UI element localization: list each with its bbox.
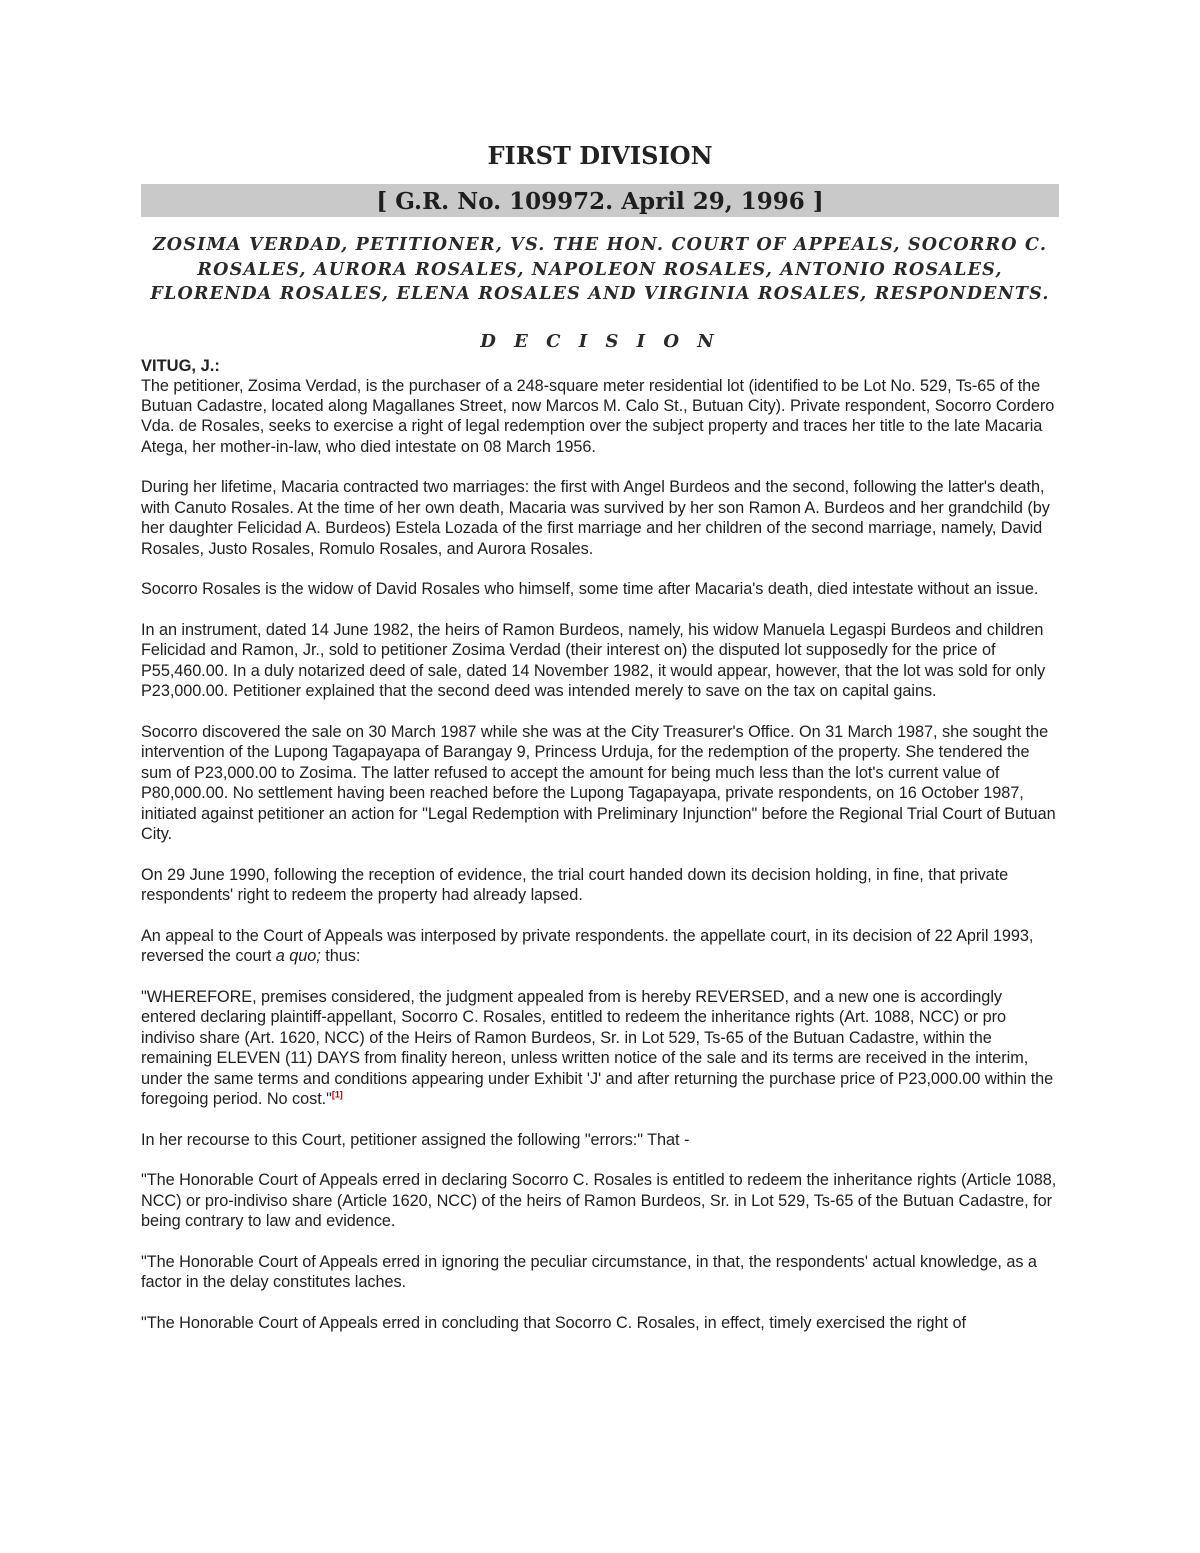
paragraph: The petitioner, Zosima Verdad, is the purchaser of a 248-square meter residential lot (identified to be Lot No. 529, Ts-65 of the Butuan Cadastre, located along Magallanes Street, now Marcos M. Calo St., Butuan City). Private respondent, Socorro Cordero Vda. de Rosales, seeks to exercise a right of legal redemption over the subject property and traces her title to the late Macaria Atega, her mother-in-law, who died intestate on 08 March 1956. [141,376,1055,456]
paragraph-text: thus: [320,947,361,966]
document-page [141,140,1059,1354]
case-number-banner: [ G.R. No. 109972. April 29, 1996 ] [141,184,1059,217]
assigned-error: "The Honorable Court of Appeals erred in concluding that Socorro C. Rosales, in effect, timely exercised the right of [141,1313,966,1332]
paragraph: During her lifetime, Macaria contracted two marriages: the first with Angel Burdeos and the second, following the latter's death, with Canuto Rosales. At the time of her own death, Macaria was survived by her son Ramon A. Burdeos and her grandchild (by her daughter Felicidad A. Burdeos) Estela Lozada of the first marriage and her children of the second marriage, namely, David Rosales, Justo Rosales, Romulo Rosales, and Aurora Rosales. [141,478,1050,558]
paragraph [141,926,1059,967]
ponente-label: VITUG, J.: [141,356,220,375]
paragraph: In her recourse to this Court, petitioner assigned the following "errors:" That - [141,1130,690,1149]
quoted-dispositive [141,987,1059,1109]
paragraph: In an instrument, dated 14 June 1982, the heirs of Ramon Burdeos, namely, his widow Manuela Legaspi Burdeos and children Felicidad and Ramon, Jr., sold to petitioner Zosima Verdad (their interest on) the disputed lot supposedly for the price of P55,460.00. In a duly notarized deed of sale, dated 14 November 1982, it would appear, however, that the lot was sold for only P23,000.00. Petitioner explained that the second deed was intended merely to save on the tax on capital gains. [141,621,1046,701]
case-parties: ZOSIMA VERDAD, PETITIONER, VS. THE HON. COURT OF APPEALS, SOCORRO C. ROSALES, AURORA ROSALES, NAPOLEON ROSALES, ANTONIO ROSALES, FLORENDA ROSALES, ELENA ROSALES AND VIRGINIA ROSALES, RESPONDENTS. [150,235,1050,304]
decision-body [141,376,1059,1334]
paragraph: Socorro Rosales is the widow of David Rosales who himself, some time after Macaria's death, died intestate without an issue. [141,580,1039,599]
division-heading: FIRST DIVISION [487,141,713,170]
latin-term: a quo; [275,947,321,966]
footnote-link[interactable]: [1] [331,1089,343,1100]
paragraph: On 29 June 1990, following the reception of evidence, the trial court handed down its decision holding, in fine, that private respondents' right to redeem the property had already lapsed. [141,865,1009,905]
decision-heading: D E C I S I O N [480,330,720,352]
assigned-error: "The Honorable Court of Appeals erred in declaring Socorro C. Rosales is entitled to redeem the inheritance rights (Article 1088, NCC) or pro-indiviso share (Article 1620, NCC) of the heirs of Ramon Burdeos, Sr. in Lot 529, Ts-65 of the Butuan Cadastre, for being contrary to law and evidence. [141,1171,1057,1231]
paragraph-text: "WHEREFORE, premises considered, the judgment appealed from is hereby REVERSED, and a new one is accordingly entered declaring plaintiff-appellant, Socorro C. Rosales, entitled to redeem the inheritance rights (Art. 1088, NCC) or pro indiviso share (Art. 1620, NCC) of the Heirs of Ramon Burdeos, Sr. in Lot 529, Ts-65 of the Butuan Cadastre, within the remaining ELEVEN (11) DAYS from finality hereon, unless written notice of the sale and its terms are received in the interim, under the same terms and conditions appearing under Exhibit 'J' and after returning the purchase price of P23,000.00 within the foregoing period. No cost." [141,987,1054,1108]
paragraph-text: An appeal to the Court of Appeals was interposed by private respondents. the appellate court, in its decision of 22 April 1993, reversed the court [141,926,1034,966]
assigned-error: "The Honorable Court of Appeals erred in ignoring the peculiar circumstance, in that, the respondents' actual knowledge, as a factor in the delay constitutes laches. [141,1252,1037,1292]
paragraph: Socorro discovered the sale on 30 March 1987 while she was at the City Treasurer's Office. On 31 March 1987, she sought the intervention of the Lupong Tagapayapa of Barangay 9, Princess Urduja, for the redemption of the property. She tendered the sum of P23,000.00 to Zosima. The latter refused to accept the amount for being much less than the lot's current value of P80,000.00. No settlement having been reached before the Lupong Tagapayapa, private respondents, on 16 October 1987, initiated against petitioner an action for "Legal Redemption with Preliminary Injunction" before the Regional Trial Court of Butuan City. [141,722,1056,843]
